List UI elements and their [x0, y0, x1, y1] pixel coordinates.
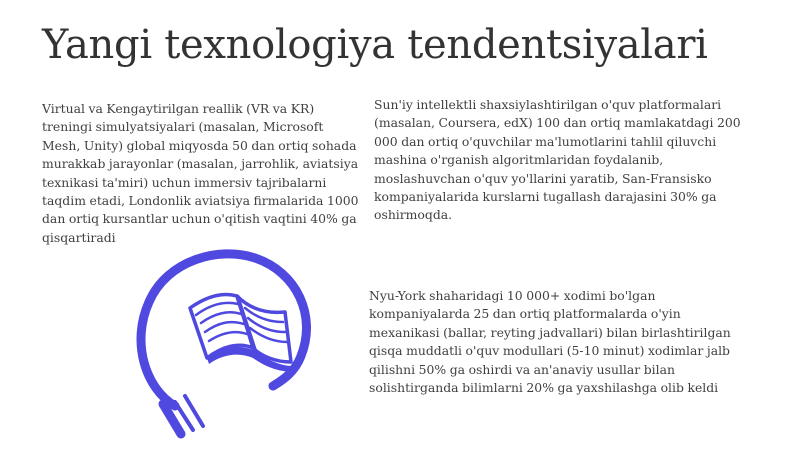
bulb-glass-outline — [141, 254, 306, 406]
text-block-vr-ar: Virtual va Kengaytirilgan reallik (VR va KR) treningi simulyatsiyalari (masalan, Microsoft Mesh, Unity) global miqyosda 50 dan ortiq sohada murakkab jarayonlar (masalan, jarrohlik, aviatsiya texnikasi ta'miri) uchun immersiv tajribalarni taqdim etadi, Londonlik aviatsiya firmalarida 1000 dan ortiq kursantlar uchun o'qitish vaqtini 40% ga qisqartiradi — [42, 101, 359, 245]
book-page-line — [209, 332, 247, 341]
text-block-ai-platforms: Sun'iy intellektli shaxsiylashtirilgan o'quv platformalari (masalan, Coursera, edX) 100 dan ortiq mamlakatdagi 200 000 dan ortiq o'quvchilar ma'lumotlarini tahlil qiluvchi mashina o'rganish algoritmlaridan foydalanib, moslashuvchan o'quv yo'llarini yaratib, San-Fransisko kompaniyalarida kurslarni tugallash darajasini 30% ga oshirmoqda. — [374, 97, 741, 223]
slide-title: Yangi texnologiya tendentsiyalari — [42, 22, 708, 68]
text-block-microlearning: Nyu-York shaharidagi 10 000+ xodimi bo'lgan kompaniyalarda 25 dan ortiq platformalarda o'yin mexanikasi (ballar, reyting jadvallari) bilan birlashtirilgan qisqa muddatli o'quv modullari (5-10 minut) xodimlar jalb qilishni 50% ga oshirdi va an'anaviy usullar bilan solishtirganda bilimlarni 20% ga yaxshilashga olib keldi — [369, 288, 731, 396]
lightbulb-book-icon — [135, 238, 320, 449]
book-back-cover — [207, 347, 295, 372]
book-page-line — [205, 322, 244, 332]
